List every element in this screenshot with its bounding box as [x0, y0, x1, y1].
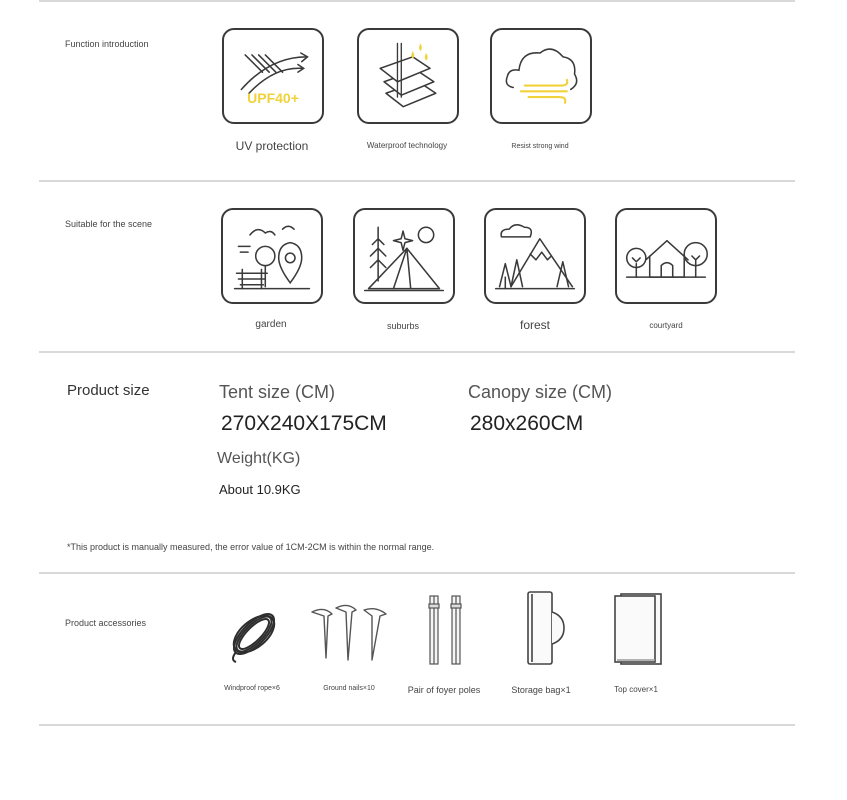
- canopy-size-label: Canopy size (CM): [468, 382, 613, 402]
- tent-size-value: 270X240X175CM: [221, 412, 387, 435]
- poles-item: [424, 594, 468, 666]
- divider-top: [39, 0, 795, 2]
- ground-nails-item: [310, 602, 390, 666]
- divider-4: [39, 724, 795, 726]
- canopy-size-value: 280x260CM: [470, 412, 584, 435]
- rope-item: [222, 602, 286, 666]
- waterproof-card: [357, 28, 459, 124]
- wind-cloud-icon: [492, 30, 590, 122]
- top-cover-item: [611, 592, 663, 666]
- waterproof-icon: [359, 30, 457, 122]
- wind-caption: Resist strong wind: [511, 143, 569, 150]
- courtyard-house-icon: [617, 210, 715, 302]
- divider-2: [39, 351, 795, 353]
- accessories-section-title: Product accessories: [65, 618, 147, 628]
- divider-1: [39, 180, 795, 182]
- courtyard-caption: courtyard: [649, 321, 683, 330]
- suburbs-caption: suburbs: [386, 321, 420, 331]
- storage-bag-item: [524, 590, 566, 666]
- upf-badge: UPF40+: [247, 90, 299, 106]
- suburbs-tent-icon: [355, 210, 453, 302]
- waterproof-caption: Waterproof technology: [366, 141, 448, 150]
- poles-icon: [424, 594, 468, 666]
- storage-bag-caption: Storage bag×1: [511, 685, 571, 695]
- courtyard-card: [615, 208, 717, 304]
- rope-icon: [222, 602, 286, 666]
- garden-card: [221, 208, 323, 304]
- top-cover-caption: Top cover×1: [614, 685, 658, 694]
- uv-protection-caption: UV protection: [235, 139, 309, 153]
- garden-icon: [223, 210, 321, 302]
- function-section-title: Function introduction: [65, 39, 149, 49]
- wind-card: [490, 28, 592, 124]
- uv-protection-card: [222, 28, 324, 124]
- suburbs-card: [353, 208, 455, 304]
- divider-3: [39, 572, 795, 574]
- poles-caption: Pair of foyer poles: [407, 685, 481, 695]
- forest-card: [484, 208, 586, 304]
- uv-protection-icon: [224, 30, 322, 122]
- weight-value: About 10.9KG: [219, 482, 301, 497]
- rope-caption: Windproof rope×6: [224, 685, 280, 692]
- top-cover-icon: [611, 592, 663, 666]
- ground-nails-icon: [310, 602, 390, 666]
- forest-caption: forest: [519, 318, 551, 332]
- storage-bag-icon: [524, 590, 566, 666]
- scene-section-title: Suitable for the scene: [65, 219, 153, 229]
- weight-label: Weight(KG): [217, 450, 301, 467]
- tent-size-label: Tent size (CM): [219, 382, 336, 402]
- measurement-note: *This product is manually measured, the error value of 1CM-2CM is within the normal range.: [67, 542, 435, 552]
- size-section-title: Product size: [67, 382, 150, 399]
- ground-nails-caption: Ground nails×10: [323, 685, 375, 692]
- garden-caption: garden: [255, 319, 287, 330]
- forest-mountain-icon: [486, 210, 584, 302]
